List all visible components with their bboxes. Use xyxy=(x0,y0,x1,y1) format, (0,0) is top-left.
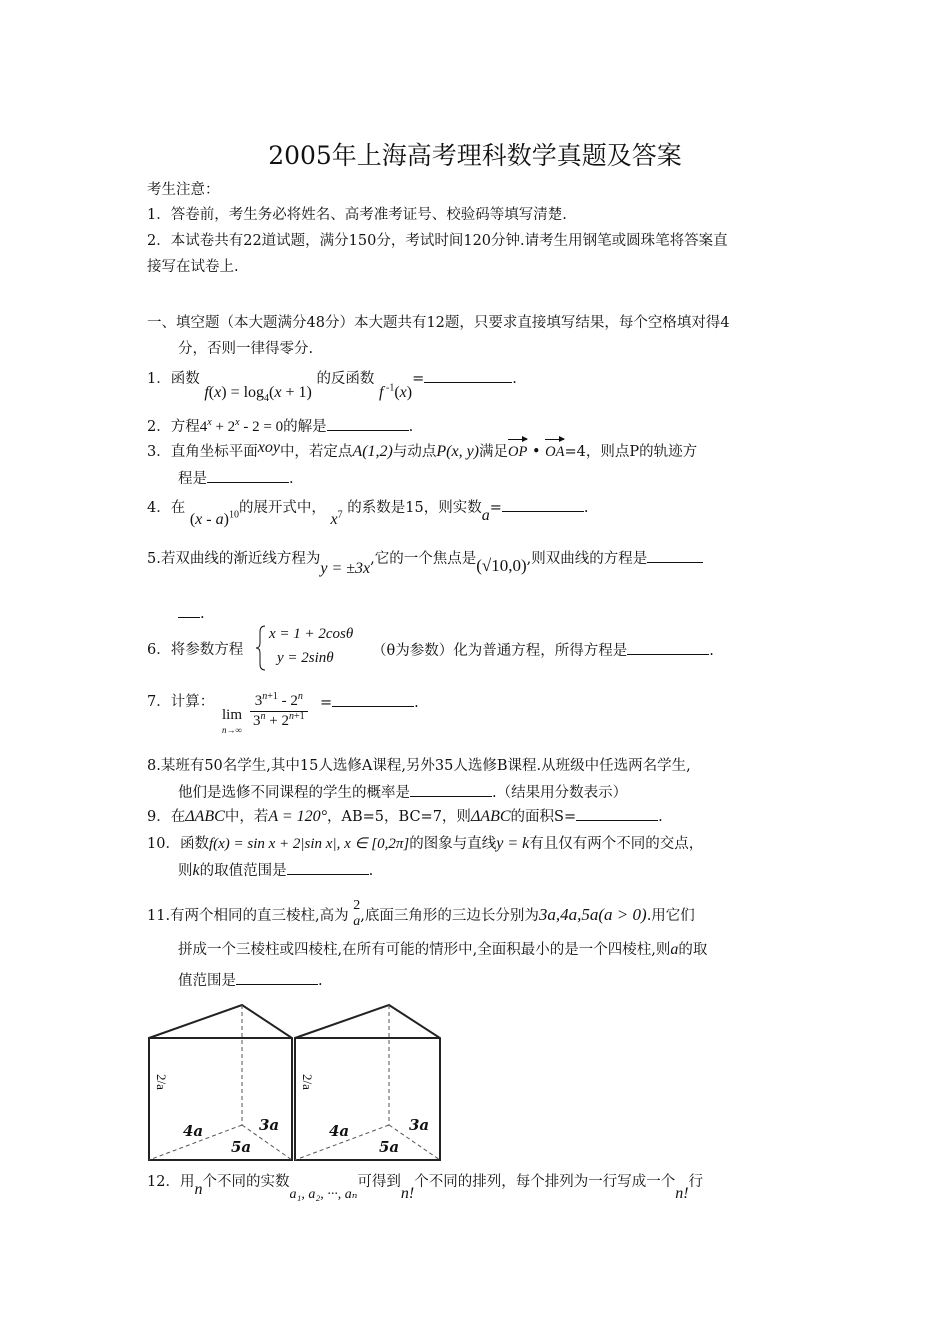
q10-answer-blank xyxy=(287,860,369,875)
q4-answer-blank xyxy=(502,497,584,512)
q4-var-a: a xyxy=(481,507,490,524)
question-10 xyxy=(147,834,703,854)
q10-post: 有且仅有两个不同的交点， xyxy=(529,836,704,852)
q7-post: = xyxy=(320,695,333,711)
q3-xoy: xoy xyxy=(257,439,280,456)
fig2-side-3a: 3a xyxy=(409,1116,430,1134)
q12-mid1: 个不同的实数 xyxy=(202,1174,290,1190)
q4-mid1: 的展开式中， xyxy=(238,500,326,516)
q8-line2: 他们是选修不同课程的学生的概率是 xyxy=(178,785,410,801)
q12-var-n: n xyxy=(194,1181,203,1198)
q5-end: . xyxy=(200,606,205,622)
q9-pre: 9．在 xyxy=(147,809,186,825)
q6-pre: 6．将参数方程 xyxy=(147,642,244,658)
q11-end: . xyxy=(318,973,323,989)
q9-mid2: ，AB=5，BC=7，则 xyxy=(327,809,471,825)
q9-answer-blank xyxy=(576,806,658,821)
q2-end: . xyxy=(408,419,414,435)
q3-point-P: P(x, y) xyxy=(436,443,480,460)
q2-answer-blank xyxy=(327,416,409,431)
q3-mid2: 与动点 xyxy=(392,444,437,460)
q7-end: . xyxy=(414,695,419,711)
question-5 xyxy=(147,548,703,577)
q11-var-a: a xyxy=(670,941,679,958)
q11-frac-num: 2 xyxy=(353,898,361,913)
question-3-cont xyxy=(178,468,294,489)
question-2 xyxy=(147,416,413,437)
question-6-rest xyxy=(372,640,714,661)
q10-var-k: k xyxy=(192,862,200,879)
question-11 xyxy=(147,900,695,932)
q6-parametric-system xyxy=(255,624,370,672)
prisms-figure xyxy=(147,1000,597,1165)
notice-heading: 考生注意： xyxy=(147,182,220,198)
question-4 xyxy=(147,497,589,528)
q6-brace-icon xyxy=(255,624,267,672)
prism-drawing xyxy=(147,1000,597,1165)
q6-equation-2: y = 2sinθ xyxy=(277,650,334,666)
q1-post: = xyxy=(412,371,425,387)
q10-end: . xyxy=(368,863,374,879)
q3-line2: 程是 xyxy=(178,471,207,487)
q4-mid2: 的系数是15，则实数 xyxy=(347,500,482,516)
q9-triangle-2: ΔABC xyxy=(470,808,511,825)
q1-function-rest: $(x) = \log_4(x + 1)$ xyxy=(208,384,312,405)
q3-answer-blank xyxy=(207,468,289,483)
q3-end: . xyxy=(289,471,294,487)
question-12 xyxy=(147,1172,704,1202)
question-3: 3．直角坐标平面xoy中，若定点A(1,2)与动点P(x, y)满足OP • OA=4，则点P的轨迹方 xyxy=(147,439,698,460)
q7-answer-blank xyxy=(332,692,414,707)
fig2-height-label: 2/a xyxy=(299,1074,315,1090)
q9-angle-A: A = 120° xyxy=(268,808,328,825)
section1-heading-cont: 分，否则一律得零分. xyxy=(178,341,314,357)
q3-pre: 3．直角坐标平面 xyxy=(147,444,258,460)
q12-factorial-1: n! xyxy=(400,1185,415,1202)
question-11-cont xyxy=(178,940,707,960)
q3-equation: =4，则点P的轨迹方 xyxy=(564,444,698,460)
q11-line2-pre: 拼成一个三棱柱或四棱柱,在所有可能的情形中,全面积最小的是一个四棱柱,则 xyxy=(178,942,671,958)
q1-answer-blank xyxy=(424,368,512,383)
question-6 xyxy=(147,640,243,660)
q7-lim: lim xyxy=(222,707,243,723)
q5-pre: 5.若双曲线的渐近线方程为 xyxy=(147,551,321,567)
q9-post: 的面积S= xyxy=(510,809,577,825)
q12-mid3: 个不同的排列，每个排列为一行写成一个 xyxy=(414,1174,676,1190)
q4-post: = xyxy=(489,500,502,516)
q7-fraction: $\frac{3^{n+1} - 2^n}{3^n + 2^{n+1}}$ xyxy=(250,692,308,731)
q3-vector-OP: OP xyxy=(508,444,528,460)
notice-item-3: 接写在试卷上. xyxy=(147,259,239,275)
q12-mid2: 可得到 xyxy=(357,1174,401,1190)
q5-answer-blank-cont xyxy=(178,603,200,618)
q4-term: $x^7$ xyxy=(330,509,343,528)
section1-heading: 一、填空题（本大题满分48分）本大题共有12题，只要求直接填写结果，每个空格填对得4 xyxy=(147,315,730,331)
q11-line2-post: 的取 xyxy=(678,942,708,958)
q4-pre: 4．在 xyxy=(147,500,186,516)
fig1-side-5a: 5a xyxy=(231,1138,252,1156)
q5-focus: (√10,0) xyxy=(476,556,527,575)
notice-item-2: 2．本试卷共有22道试题，满分150分，考试时间120分钟.请考生用钢笔或圆珠笔将答案直 xyxy=(147,233,728,249)
q11-height-fraction xyxy=(353,898,360,930)
q3-vector-OA: OA xyxy=(545,444,565,460)
q3-mid1: 中，若定点 xyxy=(279,444,353,460)
question-5-cont xyxy=(178,603,205,624)
q9-end: . xyxy=(658,809,663,825)
q4-binomial: (x - a)$^{10}$ xyxy=(189,509,239,528)
q10-line2-pre: 则 xyxy=(178,863,193,879)
q11-frac-den: a xyxy=(353,914,361,929)
q10-pre: 10．函数 xyxy=(147,836,209,852)
q11-line1-end: .用它们 xyxy=(646,908,695,924)
question-7 xyxy=(147,692,214,712)
q9-triangle-1: ΔABC xyxy=(185,808,225,825)
q5-post: ,则双曲线的方程是 xyxy=(526,551,648,567)
q7-lim-sub: n→∞ xyxy=(222,725,242,735)
q5-answer-blank xyxy=(647,548,703,563)
q10-line2-post: 的取值范围是 xyxy=(199,863,287,879)
fig1-height-label: 2/a xyxy=(153,1074,169,1090)
q3-mid3: 满足 xyxy=(479,444,509,460)
q10-function: f(x) = sin x + 2|sin x|, x ∈ [0,2π] xyxy=(208,836,410,852)
q5-asymptote: y = ±3x xyxy=(320,560,371,577)
q12-factorial-2: n! xyxy=(675,1185,689,1202)
question-10-cont xyxy=(178,860,373,881)
fig2-side-5a: 5a xyxy=(379,1138,400,1156)
question-8-cont xyxy=(178,782,627,803)
q1-pre: 1．函数 xyxy=(147,371,200,387)
q12-sequence: a₁, a₂, ···, aₙ xyxy=(289,1187,358,1202)
q12-post: 行 xyxy=(688,1174,704,1190)
fig1-side-4a: 4a xyxy=(183,1122,204,1140)
fig1-side-3a: 3a xyxy=(259,1116,280,1134)
q2-equation: $4^x + 2^x - 2 = 0$ xyxy=(199,417,284,435)
q3-point-A: A(1,2) xyxy=(352,443,393,460)
q1-end: . xyxy=(512,371,517,387)
question-8: 8.某班有50名学生,其中15人选修A课程,另外35人选修B课程.从班级中任选两名学生, xyxy=(147,758,691,774)
fig2-side-4a: 4a xyxy=(329,1122,350,1140)
q10-line: y = k xyxy=(496,835,530,852)
q2-post: 的解是 xyxy=(283,419,327,435)
q1-inverse: f $^{-1}$(x) xyxy=(379,382,413,401)
q2-pre: 2．方程 xyxy=(147,419,200,435)
q8-answer-blank xyxy=(410,782,492,797)
q6-mid: （θ为参数）化为普通方程，所得方程是 xyxy=(372,643,628,659)
q11-sides: 3a,4a,5a(a > 0) xyxy=(538,905,647,924)
q6-equation-1: x = 1 + 2cosθ xyxy=(269,626,354,642)
q7-pre: 7．计算： xyxy=(147,694,215,710)
notice-item-1: 1．答卷前，考生务必将姓名、高考准考证号、校验码等填写清楚. xyxy=(147,207,567,223)
q4-end: . xyxy=(583,500,589,516)
q1-function: f xyxy=(204,384,209,401)
q1-mid: 的反函数 xyxy=(316,371,375,387)
q8-end: .（结果用分数表示） xyxy=(492,785,628,801)
page-title: 2005年上海高考理科数学真题及答案 xyxy=(268,141,682,170)
q11-answer-blank xyxy=(236,970,318,985)
q11-line3: 值范围是 xyxy=(178,973,236,989)
question-7-rest xyxy=(320,692,419,713)
q11-line1-mid: ,底面三角形的三边长分别为 xyxy=(360,908,539,924)
q6-answer-blank xyxy=(627,640,709,655)
q6-end: . xyxy=(709,643,714,659)
question-9 xyxy=(147,806,663,827)
q9-mid1: 中，若 xyxy=(224,809,269,825)
q11-line1-pre: 11.有两个相同的直三棱柱,高为 xyxy=(147,908,349,924)
question-11-cont2 xyxy=(178,970,323,991)
q10-mid: 的图象与直线 xyxy=(409,836,497,852)
q5-mid: ,它的一个焦点是 xyxy=(370,551,477,567)
question-1 xyxy=(147,368,517,405)
q12-pre: 12．用 xyxy=(147,1174,195,1190)
